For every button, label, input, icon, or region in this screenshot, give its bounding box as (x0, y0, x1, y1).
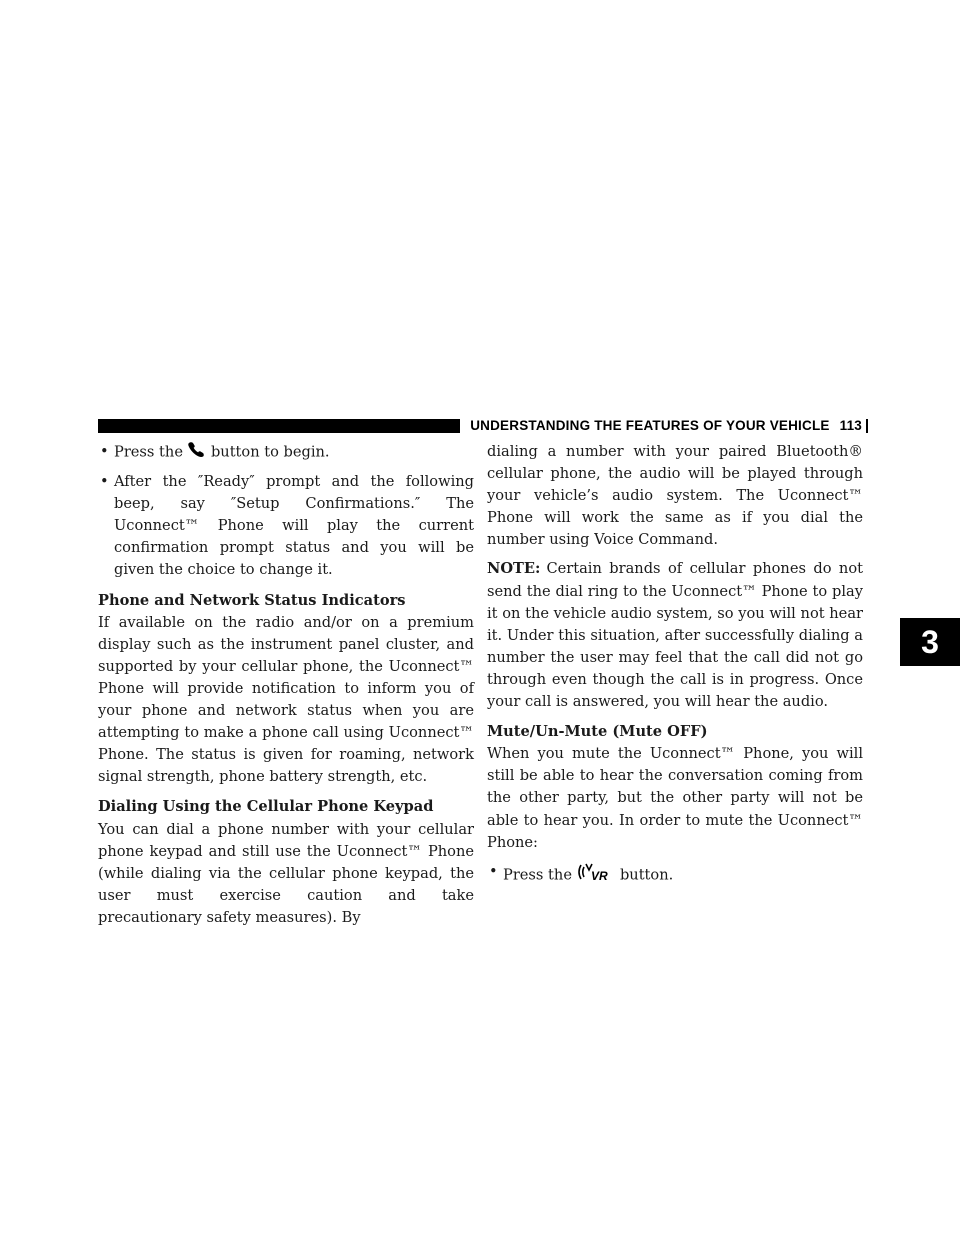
section-heading: Mute/Un-Mute (Mute OFF) (487, 723, 708, 741)
note-paragraph (487, 558, 863, 713)
list-item (98, 441, 474, 464)
section-heading: Dialing Using the Cellular Phone Keypad (98, 798, 434, 816)
running-header (460, 414, 866, 438)
list-item (487, 861, 863, 890)
bullet-dot: • (489, 862, 498, 880)
bullet-text-post: button to begin. (210, 443, 330, 461)
section-heading: Phone and Network Status Indicators (98, 591, 406, 609)
paragraph: When you mute the Uconnect™ Phone, you will still be able to hear the conversation coming from the other party, but the other party will not be able to hear you. In order to mute the Uconnect™ Phone: (487, 745, 863, 851)
bullet-text-post: button. (619, 866, 674, 884)
bullet-dot: • (100, 443, 109, 460)
paragraph: dialing a number with your paired Bluetooth® cellular phone, the audio will be played through your vehicle’s audio system. The Uconnect™ Phone will work the same as if you dial the number using Voice Command. (487, 443, 863, 549)
list-item (98, 471, 474, 581)
right-column (487, 441, 863, 897)
note-text: Certain brands of cellular phones do not send the dial ring to the Uconnect™ Phone to play it on the vehicle audio system, so you will not hear it. Under this situation, after successfully dialing a number the user may feel that the call did not go through even though the call is in progress. Once your call is answered, you will hear the audio. (487, 560, 863, 711)
bullet-text: After the ″Ready″ prompt and the following beep, say ″Setup Confirmations.″ The Uconnect™ Phone will play the current confirmation prompt status and you will be given the choice to change it. (114, 473, 474, 579)
bullet-dot: • (100, 473, 109, 491)
page-number: 113 (839, 418, 862, 433)
chapter-tab: 3 (900, 618, 960, 666)
voice-recognition-icon (576, 861, 616, 890)
voice-icon-text: VR (590, 868, 608, 883)
paragraph: If available on the radio and/or on a premium display such as the instrument panel cluster, and supported by your cellular phone, the Uconnect™ Phone will provide notification to inform you of your phone and network status when you are attempting to make a phone call using Uconnect™ Phone. The status is given for roaming, network signal strength, phone battery strength, etc. (98, 613, 474, 786)
phone-handset-icon (187, 441, 207, 464)
header-title: UNDERSTANDING THE FEATURES OF YOUR VEHICLE (470, 418, 830, 433)
paragraph: You can dial a phone number with your cellular phone keypad and still use the Uconnect™ Phone (while dialing via the cellular phone keypad, the user must exercise caution and take precautionary safety measures). By (98, 820, 474, 926)
bullet-text-pre: Press the (114, 443, 183, 461)
note-label: NOTE: (487, 560, 541, 578)
bullet-text-pre: Press the (503, 866, 572, 884)
left-column (98, 441, 474, 929)
